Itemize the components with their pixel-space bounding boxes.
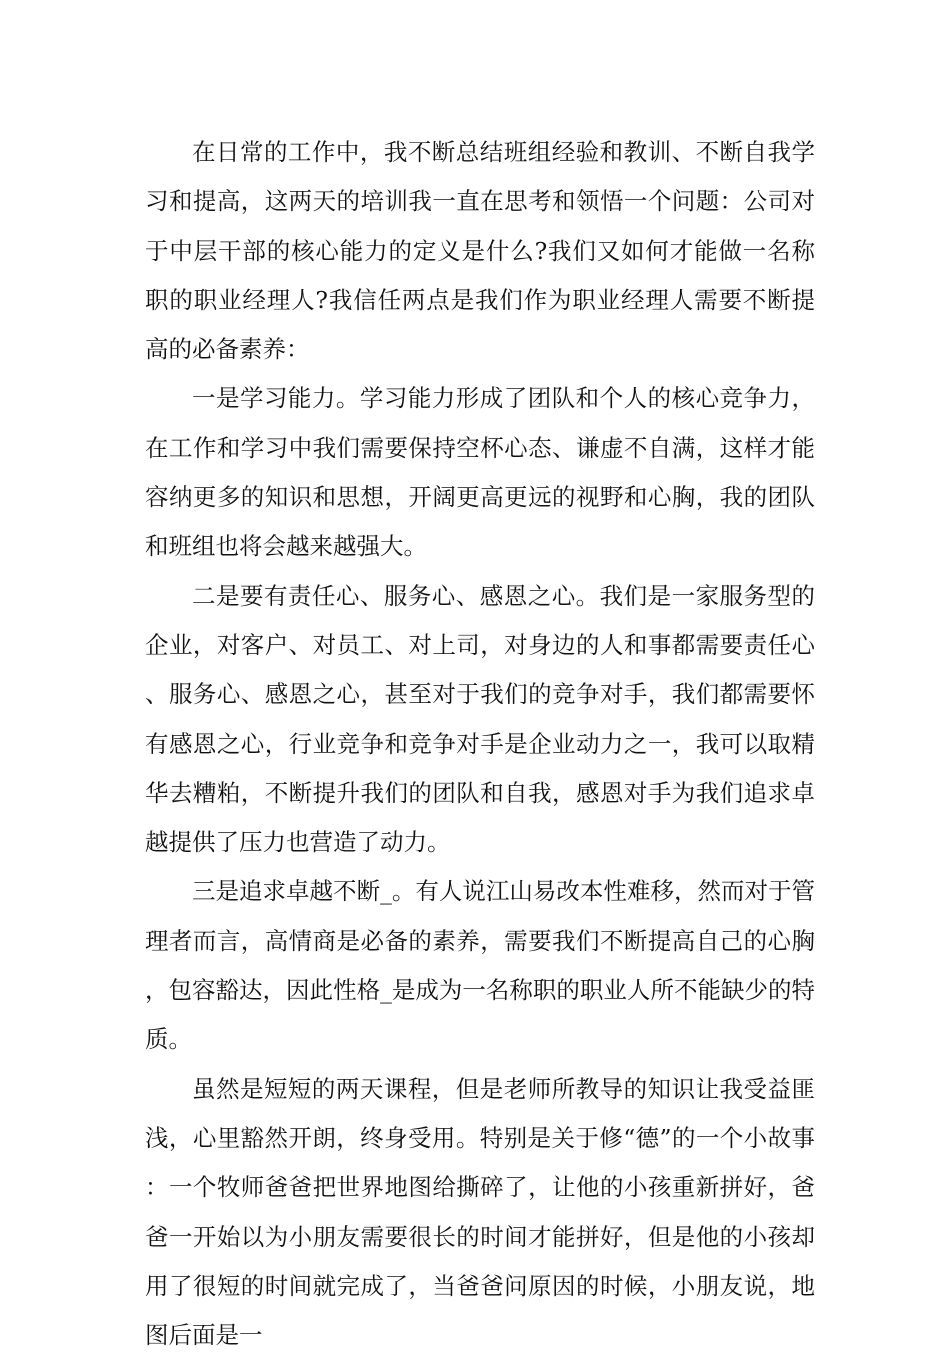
paragraph-intro: 在日常的工作中，我不断总结班组经验和教训、不断自我学习和提高，这两天的培训我一直在思考和领悟一个问题：公司对于中层干部的核心能力的定义是什么?我们又如何才能做一名称职的职业经理人?我信任两点是我们作为职业经理人需要不断提高的必备素养：	[145, 138, 815, 364]
paragraph-point-one: 一是学习能力。学习能力形成了团队和个人的核心竞争力，在工作和学习中我们需要保持空杯心态、谦虚不自满，这样才能容纳更多的知识和思想，开阔更高更远的视野和心胸，我的团队和班组也将会越来越强大。	[145, 384, 815, 561]
document-body	[145, 128, 815, 1360]
paragraph-story: 虽然是短短的两天课程，但是老师所教导的知识让我受益匪浅，心里豁然开朗，终身受用。特别是关于修“德”的一个小故事：一个牧师爸爸把世界地图给撕碎了，让他的小孩重新拼好，爸爸一开始以为小朋友需要很长的时间才能拼好，但是他的小孩却用了很短的时间就完成了，当爸爸问原因的时候，小朋友说，地图后面是一	[145, 1074, 815, 1350]
paragraph-point-three: 三是追求卓越不断_。有人说江山易改本性难移，然而对于管理者而言，高情商是必备的素养，需要我们不断提高自己的心胸，包容豁达，因此性格_是成为一名称职的职业人所不能缺少的特质。	[145, 877, 815, 1054]
paragraph-point-two: 二是要有责任心、服务心、感恩之心。我们是一家服务型的企业，对客户、对员工、对上司，对身边的人和事都需要责任心、服务心、感恩之心，甚至对于我们的竞争对手，我们都需要怀有感恩之心，行业竞争和竞争对手是企业动力之一，我可以取精华去糟粕，不断提升我们的团队和自我，感恩对手为我们追求卓越提供了压力也营造了动力。	[145, 581, 815, 857]
